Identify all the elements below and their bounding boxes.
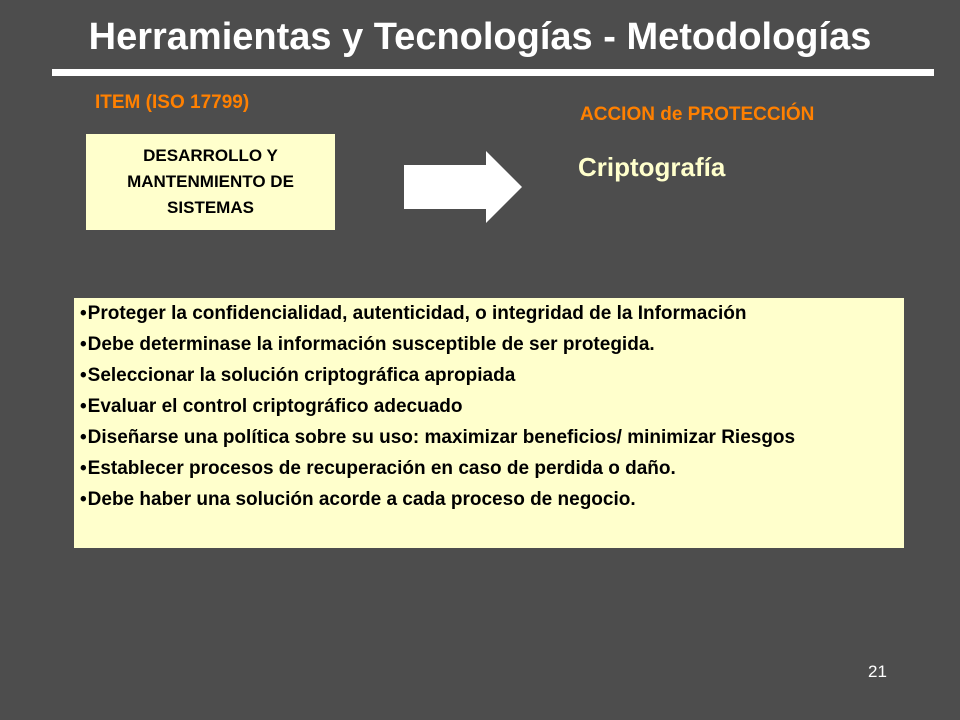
title-underline	[52, 69, 934, 76]
bullet-text: Debe determinase la información susceptible de ser protegida.	[87, 334, 655, 355]
accion-label: ACCION de PROTECCIÓN	[580, 104, 815, 125]
bullet-item	[80, 484, 896, 515]
item-box-text: DESARROLLO Y MANTENMIENTO DE SISTEMAS	[127, 146, 294, 217]
bullet-item	[80, 360, 896, 391]
bullet-text: Establecer procesos de recuperación en caso de perdida o daño.	[87, 458, 676, 479]
bullet-item	[80, 298, 896, 329]
bullet-text: Debe haber una solución acorde a cada proceso de negocio.	[87, 489, 636, 510]
bullets-box	[74, 298, 904, 548]
page-number: 21	[868, 662, 887, 681]
bullet-text: Seleccionar la solución criptográfica apropiada	[87, 365, 516, 386]
bullet-text: Evaluar el control criptográfico adecuado	[87, 396, 463, 417]
bullet-dot: •	[80, 396, 87, 417]
right-arrow-shape	[404, 151, 522, 223]
bullet-text: Proteger la confidencialidad, autenticidad, o integridad de la Información	[87, 303, 747, 324]
item-label: ITEM (ISO 17799)	[95, 92, 250, 113]
right-arrow-icon	[404, 151, 522, 223]
bullet-dot: •	[80, 365, 87, 386]
bullet-dot: •	[80, 489, 87, 510]
bullet-item	[80, 453, 896, 484]
bullet-dot: •	[80, 458, 87, 479]
bullet-text: Diseñarse una política sobre su uso: maximizar beneficios/ minimizar Riesgos	[87, 427, 796, 448]
bullet-list	[80, 298, 896, 515]
bullet-dot: •	[80, 303, 87, 324]
bullet-item	[80, 422, 896, 453]
slide-title: Herramientas y Tecnologías - Metodologías	[88, 16, 872, 58]
accion-value: Criptografía	[578, 152, 726, 182]
bullet-dot: •	[80, 427, 87, 448]
bullet-dot: •	[80, 334, 87, 355]
item-box	[86, 134, 335, 230]
bullet-item	[80, 329, 896, 360]
bullet-item	[80, 391, 896, 422]
